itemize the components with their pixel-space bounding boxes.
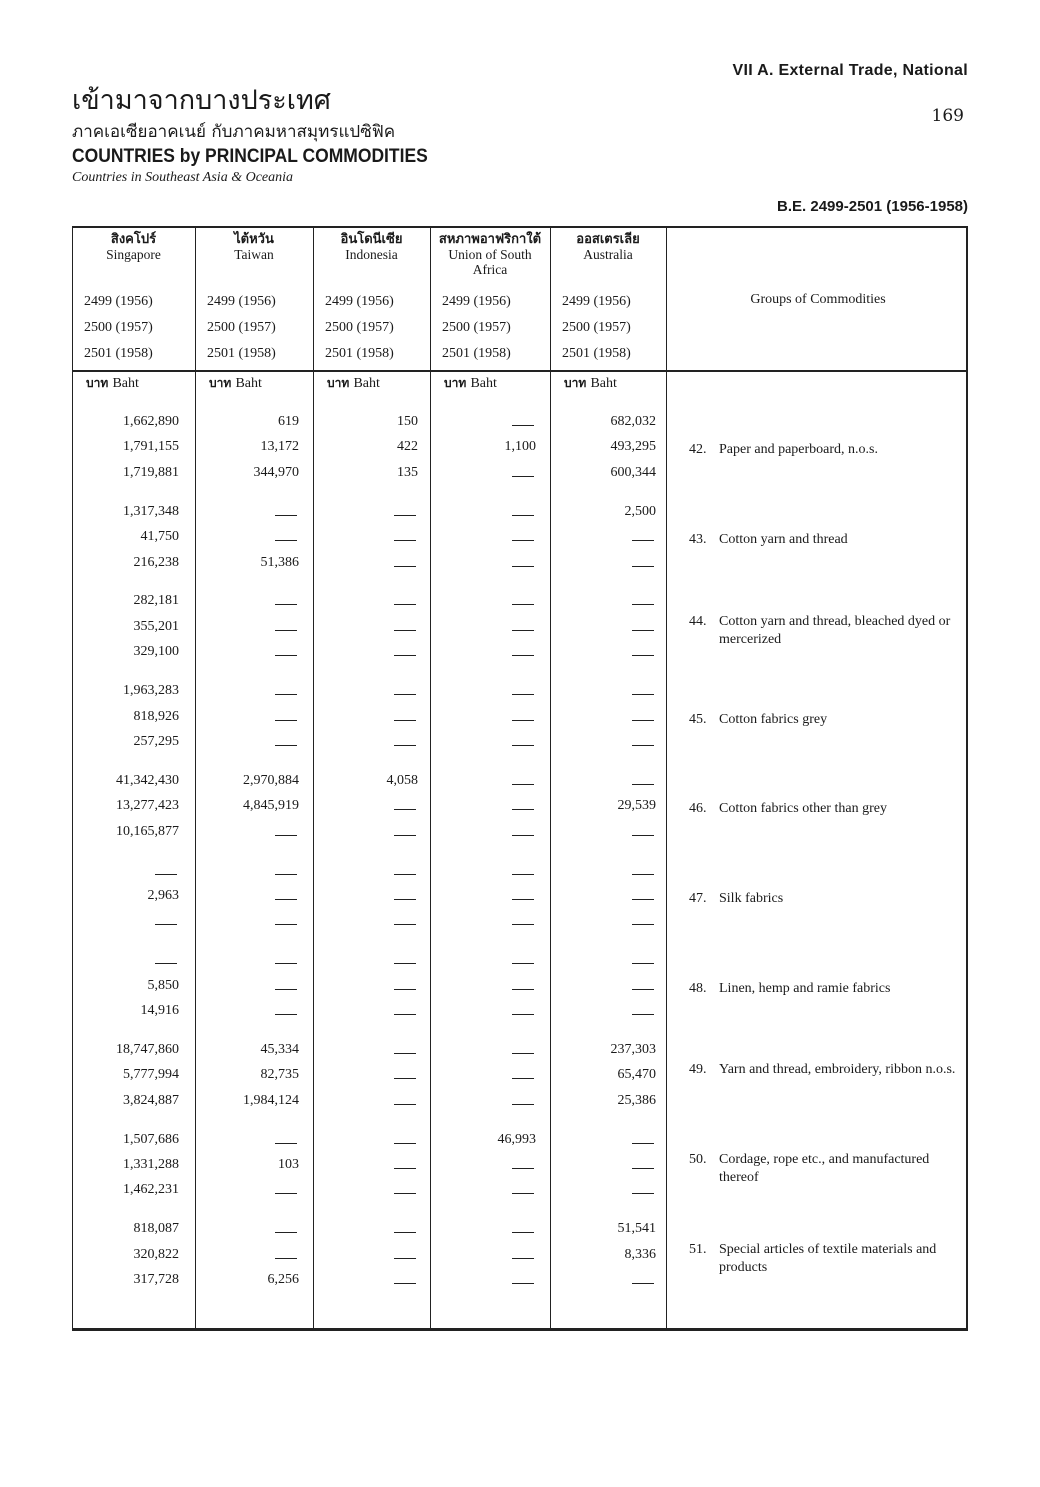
table-cell: 2,963 bbox=[147, 887, 179, 903]
table-cell: 5,777,994 bbox=[123, 1067, 179, 1083]
empty-dash bbox=[512, 630, 534, 631]
empty-dash bbox=[394, 1168, 416, 1169]
table-cell: 3,824,887 bbox=[123, 1092, 179, 1108]
year-label: 2500 (1957) bbox=[325, 320, 394, 335]
empty-dash bbox=[394, 1014, 416, 1015]
table-cell: 150 bbox=[397, 414, 418, 429]
year-label: 2500 (1957) bbox=[562, 320, 631, 335]
empty-dash bbox=[632, 924, 654, 925]
empty-dash bbox=[512, 604, 534, 605]
unit-thai: บาท bbox=[86, 376, 113, 390]
empty-dash bbox=[632, 874, 654, 875]
commodity-name: Cotton yarn and thread bbox=[719, 532, 848, 548]
table-cell: 13,277,423 bbox=[116, 798, 179, 814]
year-label: 2500 (1957) bbox=[84, 320, 153, 335]
empty-dash bbox=[275, 1258, 297, 1259]
col-header-taiwan bbox=[195, 232, 313, 262]
empty-dash bbox=[394, 566, 416, 567]
header-rule bbox=[72, 370, 968, 372]
empty-dash bbox=[632, 1193, 654, 1194]
empty-dash bbox=[512, 566, 534, 567]
table-cell: 682,032 bbox=[610, 414, 656, 429]
table-cell: 493,295 bbox=[610, 439, 656, 455]
commodity-group-label bbox=[689, 441, 964, 459]
empty-dash bbox=[394, 604, 416, 605]
empty-dash bbox=[512, 425, 534, 426]
empty-dash bbox=[394, 1053, 416, 1054]
empty-dash bbox=[512, 476, 534, 477]
unit-english: Baht bbox=[235, 376, 262, 391]
english-title: COUNTRIES by PRINCIPAL COMMODITIES bbox=[72, 146, 428, 167]
table-cell: 2,500 bbox=[624, 503, 656, 519]
table-cell: 600,344 bbox=[610, 464, 656, 480]
commodity-number: 47. bbox=[689, 890, 707, 906]
table-cell: 45,334 bbox=[260, 1041, 299, 1057]
commodity-name: Special articles of textile materials and products bbox=[719, 1241, 937, 1275]
empty-dash bbox=[394, 1258, 416, 1259]
commodity-name: Yarn and thread, embroidery, ribbon n.o.s. bbox=[719, 1062, 956, 1078]
empty-dash bbox=[275, 924, 297, 925]
empty-dash bbox=[394, 1283, 416, 1284]
empty-dash bbox=[275, 989, 297, 990]
commodity-group-label bbox=[689, 613, 964, 649]
table-cell: 13,172 bbox=[260, 439, 299, 455]
table-cell: 5,850 bbox=[147, 977, 179, 993]
commodity-name: Cotton yarn and thread, bleached dyed or mercerized bbox=[719, 613, 951, 647]
empty-dash bbox=[394, 1104, 416, 1105]
table-cell: 46,993 bbox=[497, 1131, 536, 1147]
commodity-group-label bbox=[689, 980, 964, 998]
commodity-name: Cotton fabrics other than grey bbox=[719, 801, 887, 817]
empty-dash bbox=[394, 515, 416, 516]
col-header-english: Indonesia bbox=[345, 247, 398, 262]
empty-dash bbox=[394, 745, 416, 746]
table-bottom-rule bbox=[72, 1328, 968, 1331]
table-cell: 216,238 bbox=[133, 554, 179, 570]
table-cell: 619 bbox=[278, 414, 299, 429]
empty-dash bbox=[275, 1193, 297, 1194]
commodity-number: 49. bbox=[689, 1062, 707, 1078]
table-cell: 1,462,231 bbox=[123, 1182, 179, 1198]
year-label: 2499 (1956) bbox=[562, 294, 631, 309]
commodity-number: 48. bbox=[689, 980, 707, 996]
unit-label bbox=[327, 374, 380, 393]
empty-dash bbox=[394, 1143, 416, 1144]
table-cell: 282,181 bbox=[133, 593, 179, 609]
page-number: 169 bbox=[931, 106, 964, 126]
table-cell: 6,256 bbox=[267, 1272, 299, 1288]
table-cell: 1,791,155 bbox=[123, 439, 179, 455]
empty-dash bbox=[512, 1258, 534, 1259]
thai-title: เข้ามาจากบางประเทศ bbox=[72, 85, 331, 116]
empty-dash bbox=[512, 784, 534, 785]
empty-dash bbox=[512, 1232, 534, 1233]
empty-dash bbox=[632, 566, 654, 567]
commodity-number: 44. bbox=[689, 613, 707, 629]
empty-dash bbox=[632, 989, 654, 990]
commodity-number: 50. bbox=[689, 1152, 707, 1167]
col-header-thai: อินโดนีเซีย bbox=[340, 232, 403, 247]
empty-dash bbox=[394, 1193, 416, 1194]
unit-thai: บาท bbox=[444, 376, 471, 390]
table-cell: 237,303 bbox=[610, 1041, 656, 1057]
commodity-number: 51. bbox=[689, 1241, 707, 1257]
col-header-english: Singapore bbox=[106, 247, 161, 262]
empty-dash bbox=[394, 809, 416, 810]
empty-dash bbox=[275, 540, 297, 541]
commodity-group-label bbox=[689, 1241, 964, 1277]
table-cell: 51,386 bbox=[260, 554, 299, 570]
empty-dash bbox=[512, 1168, 534, 1169]
col-header-thai: ออสเตรเลีย bbox=[576, 232, 640, 247]
unit-thai: บาท bbox=[209, 376, 236, 390]
unit-thai: บาท bbox=[327, 376, 354, 390]
groups-of-commodities-header: Groups of Commodities bbox=[750, 292, 886, 307]
table-cell: 818,087 bbox=[133, 1221, 179, 1237]
section-header: VII A. External Trade, National bbox=[732, 62, 968, 79]
table-cell: 29,539 bbox=[617, 798, 656, 814]
thai-subtitle: ภาคเอเซียอาคเนย์ กับภาคมหาสมุทรแปซิฟิค bbox=[72, 122, 396, 142]
table-cell: 8,336 bbox=[624, 1246, 656, 1262]
empty-dash bbox=[512, 1193, 534, 1194]
empty-dash bbox=[632, 963, 654, 964]
table-cell: 818,926 bbox=[133, 708, 179, 724]
commodity-group-label bbox=[689, 711, 964, 729]
table-cell: 320,822 bbox=[133, 1246, 179, 1262]
col-rule bbox=[550, 226, 551, 1331]
table-cell: 4,845,919 bbox=[243, 798, 299, 814]
col-header-indonesia bbox=[313, 232, 430, 262]
table-cell: 10,165,877 bbox=[116, 823, 179, 839]
commodity-name: Linen, hemp and ramie fabrics bbox=[719, 980, 891, 996]
table-cell: 1,963,283 bbox=[123, 683, 179, 699]
col-header-thai: ไต้หวัน bbox=[234, 232, 274, 247]
col-header-english: Union of South Africa bbox=[448, 247, 532, 277]
period-label: B.E. 2499-2501 (1956-1958) bbox=[777, 198, 968, 215]
col-header-english: Taiwan bbox=[234, 247, 274, 262]
year-label: 2500 (1957) bbox=[442, 320, 511, 335]
empty-dash bbox=[632, 540, 654, 541]
table-cell: 82,735 bbox=[260, 1067, 299, 1083]
empty-dash bbox=[275, 1014, 297, 1015]
commodity-name: Cordage, rope etc., and manufactured thereof bbox=[719, 1152, 930, 1185]
empty-dash bbox=[512, 655, 534, 656]
empty-dash bbox=[275, 515, 297, 516]
empty-dash bbox=[512, 1014, 534, 1015]
table-cell: 257,295 bbox=[133, 733, 179, 749]
commodity-table bbox=[72, 226, 968, 1331]
empty-dash bbox=[512, 720, 534, 721]
empty-dash bbox=[512, 874, 534, 875]
table-cell: 1,331,288 bbox=[123, 1157, 179, 1172]
unit-english: Baht bbox=[470, 376, 497, 391]
commodity-name: Cotton fabrics grey bbox=[719, 711, 828, 727]
unit-english: Baht bbox=[590, 376, 617, 391]
empty-dash bbox=[275, 963, 297, 964]
commodity-group-label bbox=[689, 531, 964, 549]
empty-dash bbox=[632, 1014, 654, 1015]
col-header-singapore bbox=[72, 232, 195, 262]
empty-dash bbox=[512, 540, 534, 541]
table-cell: 41,750 bbox=[140, 529, 179, 545]
empty-dash bbox=[512, 1104, 534, 1105]
empty-dash bbox=[632, 604, 654, 605]
empty-dash bbox=[632, 1283, 654, 1284]
year-label: 2501 (1958) bbox=[562, 346, 631, 361]
empty-dash bbox=[394, 899, 416, 900]
year-label: 2501 (1958) bbox=[207, 346, 276, 361]
empty-dash bbox=[275, 899, 297, 900]
empty-dash bbox=[394, 655, 416, 656]
unit-english: Baht bbox=[353, 376, 380, 391]
empty-dash bbox=[394, 835, 416, 836]
empty-dash bbox=[512, 924, 534, 925]
empty-dash bbox=[394, 924, 416, 925]
col-header-australia bbox=[550, 232, 666, 262]
empty-dash bbox=[512, 745, 534, 746]
empty-dash bbox=[275, 604, 297, 605]
table-cell: 4,058 bbox=[386, 772, 418, 788]
empty-dash bbox=[275, 630, 297, 631]
empty-dash bbox=[275, 694, 297, 695]
commodity-number: 42. bbox=[689, 442, 707, 458]
commodity-number: 43. bbox=[689, 532, 707, 548]
year-label: 2499 (1956) bbox=[325, 294, 394, 309]
unit-label bbox=[444, 374, 497, 393]
col-rule bbox=[430, 226, 431, 1331]
year-label: 2501 (1958) bbox=[84, 346, 153, 361]
col-rule bbox=[966, 226, 968, 1331]
empty-dash bbox=[512, 963, 534, 964]
empty-dash bbox=[632, 1168, 654, 1169]
empty-dash bbox=[394, 989, 416, 990]
empty-dash bbox=[632, 1143, 654, 1144]
empty-dash bbox=[632, 720, 654, 721]
commodity-group-label bbox=[689, 1061, 964, 1079]
year-label: 2499 (1956) bbox=[207, 294, 276, 309]
table-cell: 1,100 bbox=[504, 439, 536, 455]
table-cell: 1,984,124 bbox=[243, 1092, 299, 1108]
empty-dash bbox=[512, 515, 534, 516]
empty-dash bbox=[632, 745, 654, 746]
commodity-group-label bbox=[689, 800, 964, 818]
empty-dash bbox=[632, 655, 654, 656]
empty-dash bbox=[512, 989, 534, 990]
empty-dash bbox=[155, 963, 177, 964]
year-label: 2499 (1956) bbox=[442, 294, 511, 309]
unit-thai: บาท bbox=[564, 376, 591, 390]
unit-label bbox=[209, 374, 262, 393]
table-cell: 51,541 bbox=[617, 1221, 656, 1237]
empty-dash bbox=[275, 874, 297, 875]
english-subtitle: Countries in Southeast Asia & Oceania bbox=[72, 170, 294, 185]
table-top-rule bbox=[72, 226, 968, 228]
empty-dash bbox=[394, 1232, 416, 1233]
commodity-number: 45. bbox=[689, 711, 707, 727]
unit-english: Baht bbox=[112, 376, 139, 391]
empty-dash bbox=[632, 835, 654, 836]
empty-dash bbox=[512, 1078, 534, 1079]
col-header-thai: สหภาพอาฟริกาใต้ bbox=[438, 232, 542, 247]
table-cell: 135 bbox=[397, 464, 418, 480]
year-label: 2500 (1957) bbox=[207, 320, 276, 335]
empty-dash bbox=[394, 694, 416, 695]
table-cell: 355,201 bbox=[133, 618, 179, 634]
table-cell: 2,970,884 bbox=[243, 772, 299, 788]
empty-dash bbox=[155, 874, 177, 875]
commodity-name: Silk fabrics bbox=[719, 890, 784, 906]
empty-dash bbox=[512, 694, 534, 695]
empty-dash bbox=[632, 784, 654, 785]
col-header-south-africa bbox=[430, 232, 550, 277]
table-cell: 65,470 bbox=[617, 1067, 656, 1083]
table-cell: 1,719,881 bbox=[123, 464, 179, 480]
table-cell: 41,342,430 bbox=[116, 772, 179, 788]
empty-dash bbox=[275, 720, 297, 721]
table-cell: 329,100 bbox=[133, 644, 179, 660]
year-label: 2499 (1956) bbox=[84, 294, 153, 309]
empty-dash bbox=[632, 630, 654, 631]
unit-label bbox=[564, 374, 617, 393]
year-label: 2501 (1958) bbox=[325, 346, 394, 361]
empty-dash bbox=[632, 694, 654, 695]
empty-dash bbox=[275, 1143, 297, 1144]
empty-dash bbox=[394, 540, 416, 541]
empty-dash bbox=[394, 720, 416, 721]
commodity-group-label bbox=[689, 1151, 964, 1187]
empty-dash bbox=[394, 963, 416, 964]
empty-dash bbox=[632, 899, 654, 900]
table-cell: 25,386 bbox=[617, 1092, 656, 1108]
year-label: 2501 (1958) bbox=[442, 346, 511, 361]
empty-dash bbox=[275, 745, 297, 746]
table-cell: 422 bbox=[397, 439, 418, 455]
commodity-number: 46. bbox=[689, 801, 707, 817]
table-cell: 18,747,860 bbox=[116, 1041, 179, 1057]
col-rule bbox=[666, 226, 667, 1331]
empty-dash bbox=[512, 809, 534, 810]
empty-dash bbox=[275, 835, 297, 836]
empty-dash bbox=[512, 1053, 534, 1054]
table-cell: 317,728 bbox=[133, 1272, 179, 1288]
empty-dash bbox=[155, 924, 177, 925]
empty-dash bbox=[394, 630, 416, 631]
unit-label bbox=[86, 374, 139, 393]
table-cell: 103 bbox=[278, 1157, 299, 1172]
col-header-english: Australia bbox=[583, 247, 633, 262]
col-header-thai: สิงคโปร์ bbox=[110, 232, 157, 247]
commodity-name: Paper and paperboard, n.o.s. bbox=[719, 442, 879, 458]
empty-dash bbox=[512, 899, 534, 900]
table-cell: 1,507,686 bbox=[123, 1131, 179, 1147]
empty-dash bbox=[394, 1078, 416, 1079]
commodity-group-label bbox=[689, 890, 964, 908]
table-cell: 344,970 bbox=[253, 464, 299, 480]
table-cell: 1,662,890 bbox=[123, 414, 179, 429]
table-cell: 1,317,348 bbox=[123, 503, 179, 519]
table-cell: 14,916 bbox=[140, 1003, 179, 1018]
empty-dash bbox=[394, 874, 416, 875]
empty-dash bbox=[275, 1232, 297, 1233]
empty-dash bbox=[512, 835, 534, 836]
empty-dash bbox=[512, 1283, 534, 1284]
empty-dash bbox=[275, 655, 297, 656]
